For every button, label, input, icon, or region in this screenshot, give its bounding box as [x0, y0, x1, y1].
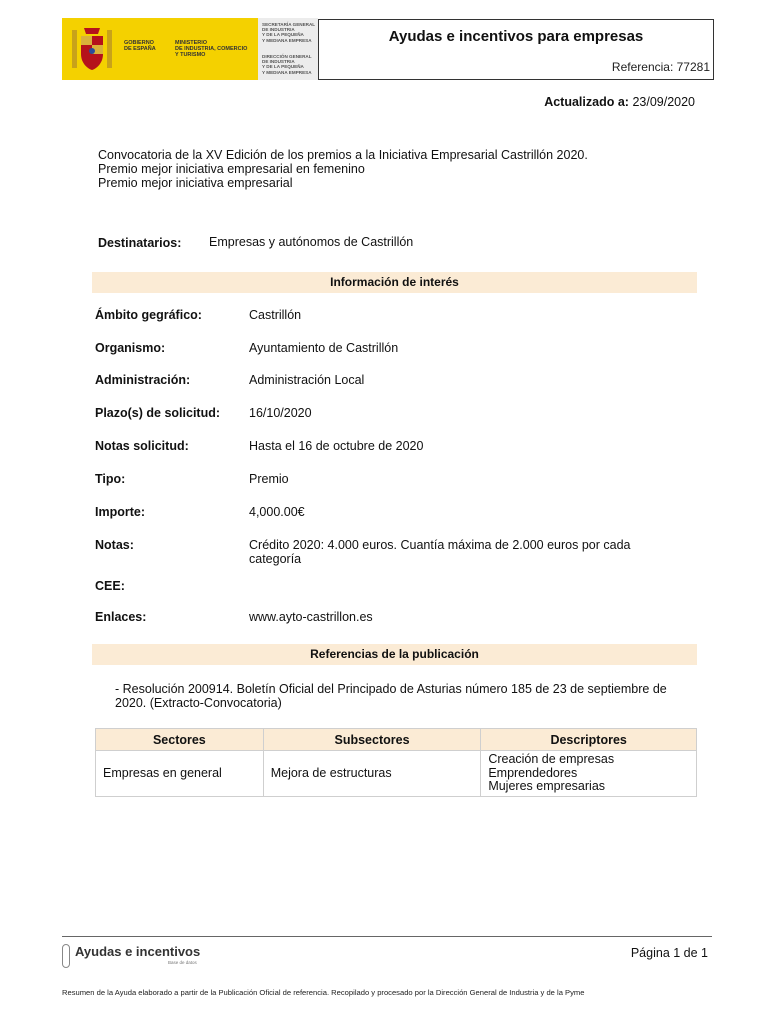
ministry-name: MINISTERIO DE INDUSTRIA, COMERCIO Y TURISMO — [175, 40, 248, 58]
cell-subsector: Mejora de estructuras — [263, 751, 481, 797]
field-label-importe: Importe: — [95, 505, 145, 519]
document-title: Ayudas e incentivos para empresas — [388, 28, 644, 45]
document-header — [318, 19, 714, 80]
descriptor-item: Creación de empresas — [488, 752, 615, 766]
updated-date — [544, 95, 695, 109]
reference-number: Referencia: 77281 — [611, 60, 710, 74]
header-sectores: Sectores — [96, 729, 264, 751]
footer-logo-name: Ayudas e incentivos — [75, 944, 201, 959]
field-label-tipo: Tipo: — [95, 472, 126, 486]
page-number: Página 1 de 1 — [630, 946, 708, 960]
intro-text — [98, 148, 588, 190]
sectors-table — [95, 728, 697, 797]
intro-line: Premio mejor iniciativa empresarial en femenino — [98, 162, 365, 176]
coat-of-arms-icon — [70, 24, 114, 74]
cell-descriptors — [481, 751, 697, 797]
field-label-cee: CEE: — [95, 579, 125, 593]
field-value-importe: 4,000.00€ — [249, 505, 305, 519]
field-label-notas-solicitud: Notas solicitud: — [95, 439, 189, 453]
field-value-tipo: Premio — [249, 472, 289, 486]
field-label-administracion: Administración: — [95, 373, 191, 387]
table-row — [96, 751, 697, 797]
updated-label: Actualizado a: — [544, 95, 629, 109]
publication-section-title: Referencias de la publicación — [92, 644, 697, 665]
footer-logo-sub: Base de datos — [168, 960, 197, 965]
field-value-ambito: Castrillón — [249, 308, 302, 322]
secretariat-name: SECRETARÍA GENERAL DE INDUSTRIA Y DE LA PEQUEÑA Y MEDIANA EMPRESA — [262, 22, 316, 43]
field-value-plazo: 16/10/2020 — [249, 406, 312, 420]
field-value-enlaces[interactable]: www.ayto-castrillon.es — [249, 610, 373, 624]
field-value-organismo: Ayuntamiento de Castrillón — [249, 341, 399, 355]
field-label-ambito: Ámbito gegráfico: — [95, 308, 202, 322]
footer-note: Resumen de la Ayuda elaborado a partir de la Publicación Oficial de referencia. Recopilado y procesado por la Dirección General de Industria y de la Pyme — [62, 988, 585, 997]
government-name: GOBIERNO DE ESPAÑA — [124, 40, 156, 52]
ayudas-logo-icon — [62, 944, 70, 968]
government-logo — [62, 18, 258, 80]
field-label-plazo: Plazo(s) de solicitud: — [95, 406, 221, 420]
publication-reference: - Resolución 200914. Boletín Oficial del Principado de Asturias número 185 de 23 de septiembre de 2020. (Extracto-Convocatoria) — [115, 682, 667, 710]
descriptor-item: Emprendedores — [488, 765, 578, 780]
header-subsectores: Subsectores — [263, 729, 481, 751]
field-value-notas: Crédito 2020: 4.000 euros. Cuantía máxima de 2.000 euros por cada categoría — [249, 538, 631, 566]
header-descriptores: Descriptores — [481, 729, 697, 751]
updated-value: 23/09/2020 — [632, 95, 695, 109]
field-value-notas-solicitud: Hasta el 16 de octubre de 2020 — [249, 439, 424, 453]
descriptor-item: Mujeres empresarias — [488, 779, 606, 793]
destinatarios-value: Empresas y autónomos de Castrillón — [209, 235, 414, 249]
footer-divider — [62, 936, 712, 937]
directorate-name: DIRECCIÓN GENERAL DE INDUSTRIA Y DE LA PEQUEÑA Y MEDIANA EMPRESA — [262, 54, 312, 75]
field-label-organismo: Organismo: — [95, 341, 166, 355]
cell-sector: Empresas en general — [96, 751, 264, 797]
secretariat-logo — [258, 18, 318, 80]
field-value-administracion: Administración Local — [249, 373, 365, 387]
table-header-row — [96, 729, 697, 751]
footer-logo — [62, 942, 212, 970]
field-label-notas: Notas: — [95, 538, 134, 552]
destinatarios-label: Destinatarios: — [98, 236, 182, 250]
intro-line: Premio mejor iniciativa empresarial — [98, 176, 293, 190]
intro-line: Convocatoria de la XV Edición de los premios a la Iniciativa Empresarial Castrillón 2020. — [98, 148, 588, 162]
info-section-title: Información de interés — [92, 272, 697, 293]
field-label-enlaces: Enlaces: — [95, 610, 147, 624]
